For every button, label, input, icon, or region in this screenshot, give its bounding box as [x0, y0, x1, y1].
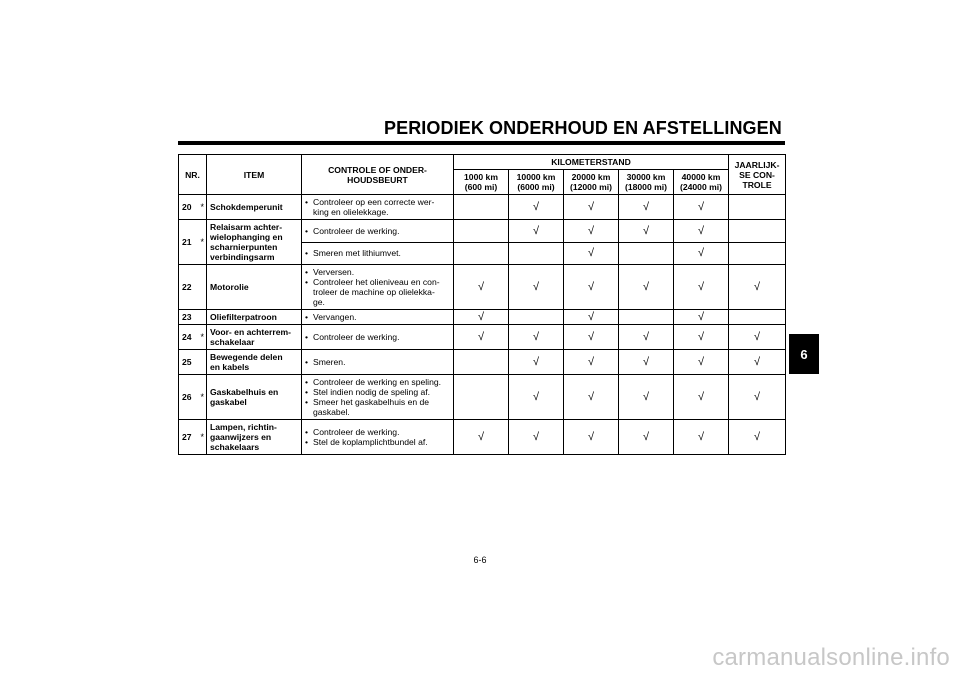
check-cell — [564, 242, 619, 265]
check-cell — [509, 242, 564, 265]
check-mark-icon: √ — [532, 281, 540, 293]
check-cell — [674, 420, 729, 455]
header-odometer: KILOMETERSTAND — [454, 155, 729, 170]
check-mark-icon: √ — [587, 356, 595, 368]
check-mark-icon: √ — [753, 391, 761, 403]
header-annual: JAARLIJK- SE CON- TROLE — [729, 155, 786, 195]
action-item: • Verversen. — [305, 267, 450, 277]
action-item: • Controleer op een correcte wer- king en olielekkage. — [305, 197, 450, 217]
row-actions — [302, 420, 454, 455]
check-cell — [509, 350, 564, 375]
row-item: Voor- en achterrem- schakelaar — [207, 325, 302, 350]
row-number: 23 — [179, 310, 199, 325]
check-mark-icon: √ — [477, 281, 485, 293]
page-title: PERIODIEK ONDERHOUD EN AFSTELLINGEN — [384, 118, 782, 138]
header-item: ITEM — [207, 155, 302, 195]
check-cell — [729, 220, 786, 243]
check-cell — [509, 195, 564, 220]
check-cell — [729, 375, 786, 420]
check-mark-icon: √ — [753, 281, 761, 293]
check-mark-icon: √ — [697, 431, 705, 443]
check-cell — [509, 220, 564, 243]
dealer-service-mark — [199, 310, 207, 325]
check-cell — [729, 265, 786, 310]
row-actions — [302, 242, 454, 265]
action-item: • Controleer de werking en speling. — [305, 377, 450, 387]
check-cell — [674, 242, 729, 265]
action-item: • Vervangen. — [305, 312, 450, 322]
check-cell — [509, 310, 564, 325]
row-item: Motorolie — [207, 265, 302, 310]
check-cell — [674, 310, 729, 325]
row-actions — [302, 350, 454, 375]
row-number: 26 — [179, 375, 199, 420]
check-cell — [619, 350, 674, 375]
check-cell — [454, 325, 509, 350]
check-cell — [564, 310, 619, 325]
check-cell — [729, 350, 786, 375]
header-interval: 20000 km (12000 mi) — [564, 170, 619, 195]
check-mark-icon: √ — [642, 356, 650, 368]
dealer-service-mark: * — [199, 220, 207, 265]
check-mark-icon: √ — [532, 431, 540, 443]
check-cell — [564, 420, 619, 455]
check-cell — [454, 375, 509, 420]
check-mark-icon: √ — [532, 331, 540, 343]
check-cell — [564, 195, 619, 220]
check-cell — [674, 350, 729, 375]
header-row-top — [179, 155, 786, 170]
table-row — [179, 195, 786, 220]
row-item: Lampen, richtin- gaanwijzers en schakelaars — [207, 420, 302, 455]
check-mark-icon: √ — [697, 391, 705, 403]
check-mark-icon: √ — [477, 311, 485, 323]
check-mark-icon: √ — [697, 331, 705, 343]
check-mark-icon: √ — [587, 311, 595, 323]
check-mark-icon: √ — [477, 331, 485, 343]
action-item: • Controleer het olieniveau en con- troleer de machine op olielekka- ge. — [305, 277, 450, 307]
check-mark-icon: √ — [697, 311, 705, 323]
check-mark-icon: √ — [642, 391, 650, 403]
table-row — [179, 265, 786, 310]
check-mark-icon: √ — [642, 281, 650, 293]
check-cell — [564, 350, 619, 375]
check-mark-icon: √ — [642, 431, 650, 443]
row-item: Relaisarm achter- wielophanging en scharnierpunten verbindingsarm — [207, 220, 302, 265]
check-cell — [729, 325, 786, 350]
check-mark-icon: √ — [587, 281, 595, 293]
check-cell — [674, 195, 729, 220]
check-mark-icon: √ — [532, 391, 540, 403]
row-item: Bewegende delen en kabels — [207, 350, 302, 375]
dealer-service-mark — [199, 350, 207, 375]
check-mark-icon: √ — [532, 224, 540, 237]
check-cell — [454, 420, 509, 455]
row-number: 20 — [179, 195, 199, 220]
check-mark-icon: √ — [697, 247, 705, 260]
row-actions — [302, 375, 454, 420]
dealer-service-mark: * — [199, 325, 207, 350]
check-cell — [619, 242, 674, 265]
header-nr: NR. — [179, 155, 207, 195]
row-item: Schokdemperunit — [207, 195, 302, 220]
check-cell — [729, 195, 786, 220]
check-mark-icon: √ — [642, 331, 650, 343]
check-mark-icon: √ — [532, 201, 540, 213]
action-item: • Smeren met lithiumvet. — [305, 248, 450, 258]
check-cell — [454, 350, 509, 375]
check-cell — [509, 375, 564, 420]
check-cell — [454, 195, 509, 220]
chapter-tab: 6 — [789, 334, 819, 374]
check-mark-icon: √ — [753, 431, 761, 443]
check-cell — [619, 420, 674, 455]
check-mark-icon: √ — [587, 247, 595, 260]
check-cell — [509, 420, 564, 455]
row-actions — [302, 195, 454, 220]
table-row — [179, 220, 786, 243]
check-mark-icon: √ — [642, 201, 650, 213]
action-item: • Stel indien nodig de speling af. — [305, 387, 450, 397]
row-actions — [302, 325, 454, 350]
check-cell — [454, 310, 509, 325]
row-number: 24 — [179, 325, 199, 350]
dealer-service-mark: * — [199, 375, 207, 420]
check-cell — [509, 325, 564, 350]
check-cell — [564, 325, 619, 350]
check-cell — [729, 420, 786, 455]
check-cell — [674, 265, 729, 310]
header-check: CONTROLE OF ONDER- HOUDSBEURT — [302, 155, 454, 195]
check-cell — [509, 265, 564, 310]
check-cell — [729, 242, 786, 265]
row-number: 21 — [179, 220, 199, 265]
row-number: 22 — [179, 265, 199, 310]
check-cell — [619, 220, 674, 243]
check-mark-icon: √ — [587, 224, 595, 237]
watermark: carmanualsonline.info — [712, 644, 950, 671]
check-mark-icon: √ — [697, 201, 705, 213]
check-cell — [729, 310, 786, 325]
check-mark-icon: √ — [587, 201, 595, 213]
check-cell — [454, 220, 509, 243]
check-mark-icon: √ — [697, 281, 705, 293]
check-mark-icon: √ — [697, 224, 705, 237]
check-cell — [564, 265, 619, 310]
page-number: 6-6 — [473, 555, 487, 565]
check-cell — [564, 220, 619, 243]
check-cell — [619, 195, 674, 220]
row-item: Gaskabelhuis en gaskabel — [207, 375, 302, 420]
row-actions — [302, 310, 454, 325]
check-cell — [619, 310, 674, 325]
header-interval: 10000 km (6000 mi) — [509, 170, 564, 195]
action-item: • Controleer de werking. — [305, 226, 450, 236]
table-row — [179, 375, 786, 420]
check-mark-icon: √ — [477, 431, 485, 443]
action-item: • Controleer de werking. — [305, 332, 450, 342]
check-cell — [674, 220, 729, 243]
check-mark-icon: √ — [753, 356, 761, 368]
check-cell — [564, 375, 619, 420]
check-cell — [674, 375, 729, 420]
header-interval: 40000 km (24000 mi) — [674, 170, 729, 195]
action-item: • Controleer de werking. — [305, 427, 450, 437]
table-row — [179, 420, 786, 455]
check-mark-icon: √ — [587, 391, 595, 403]
header-interval: 30000 km (18000 mi) — [619, 170, 674, 195]
check-mark-icon: √ — [587, 431, 595, 443]
check-mark-icon: √ — [642, 224, 650, 237]
dealer-service-mark: * — [199, 420, 207, 455]
check-cell — [619, 375, 674, 420]
header-rule — [178, 141, 785, 145]
check-cell — [619, 325, 674, 350]
table-row — [179, 310, 786, 325]
row-item: Oliefilterpatroon — [207, 310, 302, 325]
dealer-service-mark — [199, 265, 207, 310]
action-item: • Smeer het gaskabelhuis en de gaskabel. — [305, 397, 450, 417]
header-interval: 1000 km (600 mi) — [454, 170, 509, 195]
row-number: 25 — [179, 350, 199, 375]
check-cell — [674, 325, 729, 350]
dealer-service-mark: * — [199, 195, 207, 220]
row-number: 27 — [179, 420, 199, 455]
table-row — [179, 325, 786, 350]
maintenance-table — [178, 154, 786, 455]
action-item: • Stel de koplamplichtbundel af. — [305, 437, 450, 447]
check-mark-icon: √ — [753, 331, 761, 343]
check-mark-icon: √ — [587, 331, 595, 343]
action-item: • Smeren. — [305, 357, 450, 367]
check-cell — [454, 242, 509, 265]
check-mark-icon: √ — [532, 356, 540, 368]
check-mark-icon: √ — [697, 356, 705, 368]
row-actions — [302, 220, 454, 243]
row-actions — [302, 265, 454, 310]
check-cell — [619, 265, 674, 310]
table-row — [179, 350, 786, 375]
check-cell — [454, 265, 509, 310]
